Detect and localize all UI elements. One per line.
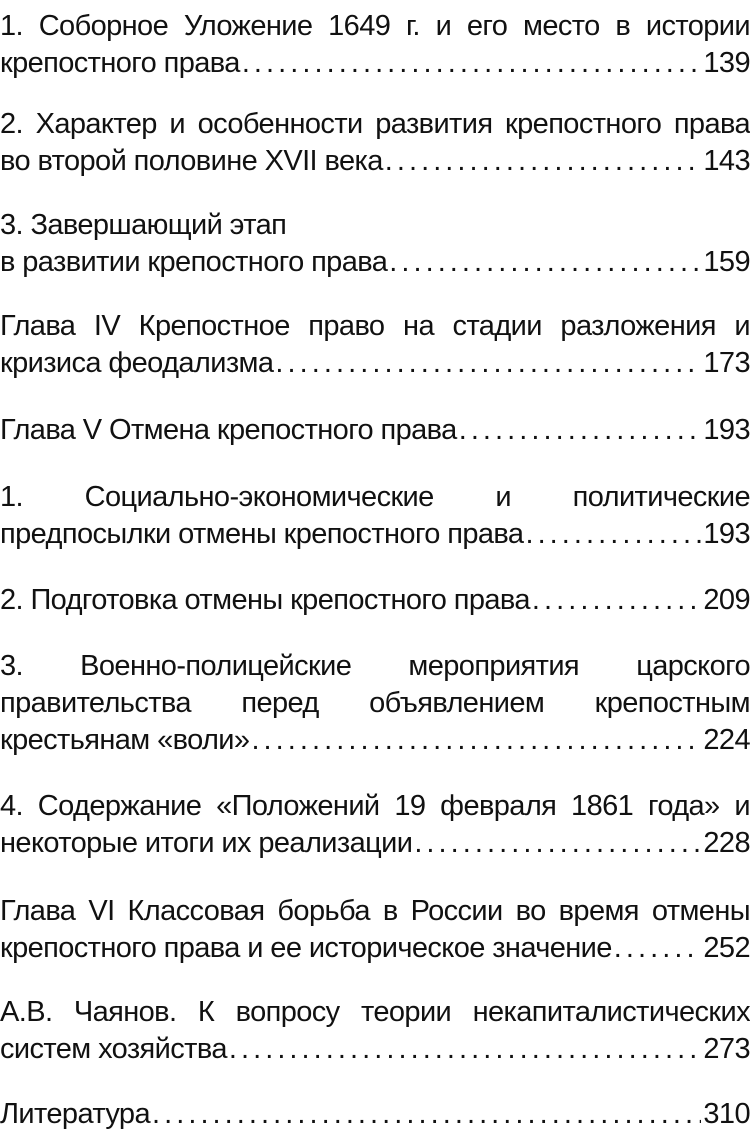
toc-entry[interactable] bbox=[0, 788, 750, 862]
toc-entry-text: некоторые итоги их реализации bbox=[0, 827, 413, 859]
page-number: 193 bbox=[703, 518, 750, 550]
toc-entry-text: кризиса феодализма bbox=[0, 347, 274, 379]
page-number: 252 bbox=[703, 932, 750, 964]
toc-entry-final-line bbox=[0, 45, 750, 82]
toc-entry[interactable] bbox=[0, 893, 750, 967]
toc-entry[interactable] bbox=[0, 994, 750, 1068]
toc-entry-text: 1. Социально-экономические и политические bbox=[0, 481, 750, 513]
toc-entry-final-line bbox=[0, 930, 750, 967]
dot-leader bbox=[414, 825, 701, 862]
toc-entry[interactable] bbox=[0, 308, 750, 382]
toc-entry-final-line bbox=[0, 516, 750, 553]
toc-entry-text: крепостного права bbox=[0, 47, 240, 79]
dot-leader bbox=[459, 412, 702, 449]
toc-entry-text: 3. Завершающий этап bbox=[0, 209, 287, 241]
toc-entry-final-line bbox=[0, 345, 750, 382]
toc-entry[interactable] bbox=[0, 648, 750, 759]
toc-entry-final-line bbox=[0, 412, 750, 449]
toc-entry-text: во второй половине XVII века bbox=[0, 145, 383, 177]
dot-leader bbox=[152, 1096, 701, 1133]
toc-entry-text: 1. Соборное Уложение 1649 г. и его место в истории bbox=[0, 10, 750, 42]
page-number: 143 bbox=[703, 145, 750, 177]
toc-entry-text: 4. Содержание «Положений 19 февраля 1861 года» и bbox=[0, 790, 750, 822]
page-number: 273 bbox=[703, 1033, 750, 1065]
page-number: 224 bbox=[703, 724, 750, 756]
toc-entry-final-line bbox=[0, 582, 750, 619]
toc-entry-final-line bbox=[0, 244, 750, 281]
page-number: 193 bbox=[703, 414, 750, 446]
toc-entry-final-line bbox=[0, 1031, 750, 1068]
dot-leader bbox=[614, 930, 702, 967]
dot-leader bbox=[389, 244, 701, 281]
dot-leader bbox=[251, 722, 701, 759]
toc-entry-text: крестьянам «воли» bbox=[0, 724, 250, 756]
toc-entry[interactable] bbox=[0, 8, 750, 82]
dot-leader bbox=[385, 143, 702, 180]
toc-entry-text: крепостного права и ее историческое значение bbox=[0, 932, 612, 964]
dot-leader bbox=[242, 45, 702, 82]
dot-leader bbox=[229, 1031, 702, 1068]
page-number: 228 bbox=[703, 827, 750, 859]
page-number: 139 bbox=[703, 47, 750, 79]
toc-entry-text: Глава VI Классовая борьба в России во время отмены bbox=[0, 895, 750, 927]
toc-entry-text: 2. Характер и особенности развития крепостного права bbox=[0, 108, 750, 140]
toc-entry-final-line bbox=[0, 143, 750, 180]
toc-entry-text: систем хозяйства bbox=[0, 1033, 227, 1065]
toc-entry[interactable] bbox=[0, 479, 750, 553]
dot-leader bbox=[532, 582, 702, 619]
toc-entry[interactable] bbox=[0, 106, 750, 180]
toc-entry-text: Глава V Отмена крепостного права bbox=[0, 414, 457, 446]
toc-entry-text: 3. Военно-полицейские мероприятия царского bbox=[0, 650, 750, 682]
toc-entry-text: Глава IV Крепостное право на стадии разложения и bbox=[0, 310, 750, 342]
page-number: 310 bbox=[703, 1098, 750, 1130]
toc-entry-final-line bbox=[0, 825, 750, 862]
toc-entry-text: предпосылки отмены крепостного права bbox=[0, 518, 524, 550]
toc-entry-text: 2. Подготовка отмены крепостного права bbox=[0, 584, 530, 616]
page-number: 209 bbox=[703, 584, 750, 616]
page-number: 159 bbox=[703, 246, 750, 278]
toc-entry[interactable] bbox=[0, 412, 750, 449]
toc-entry[interactable] bbox=[0, 1096, 750, 1133]
toc-entry[interactable] bbox=[0, 207, 750, 281]
page-number: 173 bbox=[703, 347, 750, 379]
dot-leader bbox=[275, 345, 701, 382]
dot-leader bbox=[525, 516, 701, 553]
toc-entry-final-line bbox=[0, 1096, 750, 1133]
toc-entry-text: А.В. Чаянов. К вопросу теории некапиталистических bbox=[0, 996, 750, 1028]
toc-entry-final-line bbox=[0, 722, 750, 759]
toc-entry-text: Литература bbox=[0, 1098, 150, 1130]
toc-entry-text: правительства перед объявлением крепостным bbox=[0, 687, 750, 719]
toc-entry[interactable] bbox=[0, 582, 750, 619]
toc-entry-text: в развитии крепостного права bbox=[0, 246, 388, 278]
